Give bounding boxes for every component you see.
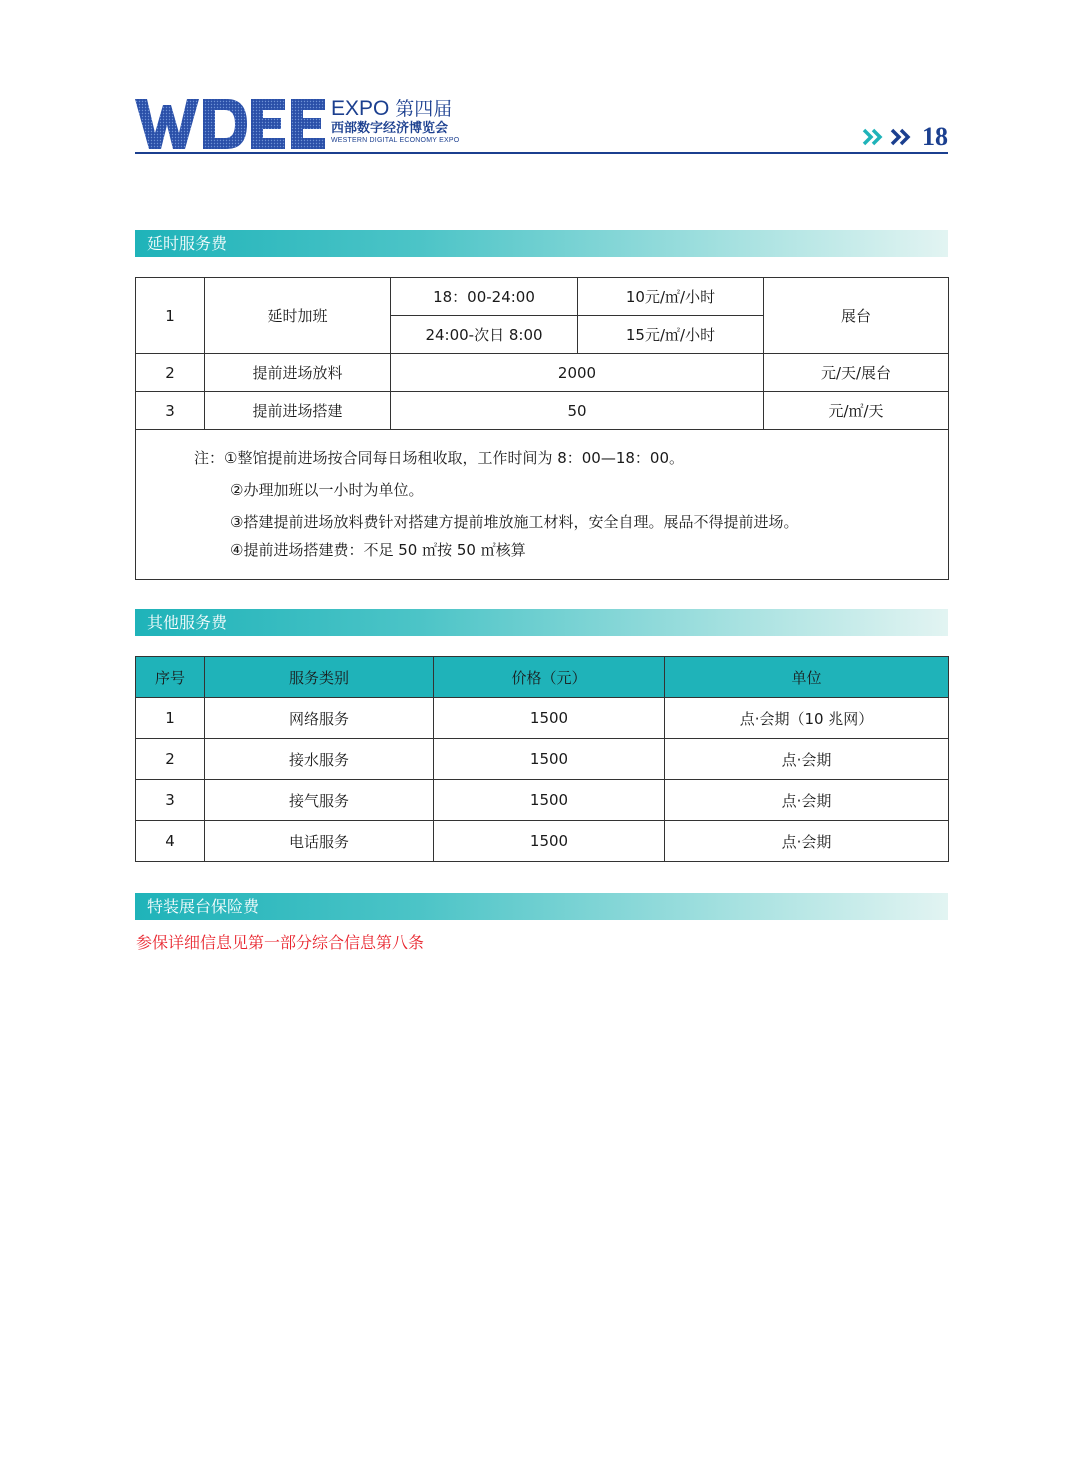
notes-cell — [136, 430, 949, 580]
price: 15元/㎡/小时 — [578, 316, 764, 354]
header-divider — [135, 152, 948, 154]
table-header-row — [136, 657, 949, 698]
column-header: 序号 — [136, 657, 205, 698]
service-item: 提前进场搭建 — [205, 392, 391, 430]
service-type: 接气服务 — [205, 780, 434, 821]
price: 1500 — [434, 739, 665, 780]
row-number: 3 — [136, 392, 205, 430]
section-title-overtime: 延时服务费 — [135, 230, 948, 257]
table-row — [136, 698, 949, 739]
page-indicator — [862, 123, 948, 151]
service-item: 延时加班 — [205, 278, 391, 354]
time-range: 24:00-次日 8:00 — [391, 316, 578, 354]
table-row — [136, 780, 949, 821]
price: 1500 — [434, 698, 665, 739]
unit: 元/㎡/天 — [764, 392, 949, 430]
unit: 点·会期 — [665, 821, 949, 862]
table-row — [136, 278, 949, 316]
notes-row — [136, 430, 949, 580]
column-header: 价格（元） — [434, 657, 665, 698]
table-row — [136, 354, 949, 392]
logo-expo-label: EXPO — [331, 97, 390, 120]
unit: 展台 — [764, 278, 949, 354]
note-line: 注：①整馆提前进场按合同每日场租收取，工作时间为 8：00—18：00。 — [194, 449, 685, 467]
section-title-insurance: 特装展台保险费 — [135, 893, 948, 920]
row-number: 1 — [136, 278, 205, 354]
column-header: 单位 — [665, 657, 949, 698]
table-row — [136, 392, 949, 430]
logo-expo — [331, 97, 459, 121]
row-number: 1 — [136, 698, 205, 739]
logo-text — [331, 97, 459, 145]
note-line: ②办理加班以一小时为单位。 — [230, 481, 424, 499]
unit: 点·会期（10 兆网） — [665, 698, 949, 739]
note-line: ④提前进场搭建费：不足 50 ㎡按 50 ㎡核算 — [230, 541, 526, 559]
service-item: 提前进场放料 — [205, 354, 391, 392]
table-row — [136, 739, 949, 780]
price: 1500 — [434, 780, 665, 821]
overtime-fee-table — [135, 277, 949, 580]
row-number: 2 — [136, 739, 205, 780]
logo-en-name: WESTERN DIGITAL ECONOMY EXPO — [331, 137, 460, 144]
service-type: 接水服务 — [205, 739, 434, 780]
wdee-logo-icon — [135, 97, 327, 151]
price: 10元/㎡/小时 — [578, 278, 764, 316]
row-number: 4 — [136, 821, 205, 862]
row-number: 3 — [136, 780, 205, 821]
insurance-note: 参保详细信息见第一部分综合信息第八条 — [136, 933, 425, 952]
unit: 元/天/展台 — [764, 354, 949, 392]
row-number: 2 — [136, 354, 205, 392]
double-chevron-icon — [862, 127, 916, 147]
logo-cn-name: 西部数字经济博览会 — [331, 121, 449, 136]
page-number: 18 — [922, 122, 948, 151]
column-header: 服务类别 — [205, 657, 434, 698]
unit: 点·会期 — [665, 739, 949, 780]
table-row — [136, 821, 949, 862]
unit: 点·会期 — [665, 780, 949, 821]
service-type: 电话服务 — [205, 821, 434, 862]
service-type: 网络服务 — [205, 698, 434, 739]
section-title-other: 其他服务费 — [135, 609, 948, 636]
other-fee-table — [135, 656, 949, 862]
time-range: 18：00-24:00 — [391, 278, 578, 316]
logo-edition: 第四届 — [395, 98, 453, 120]
note-line: ③搭建提前进场放料费针对搭建方提前堆放施工材料，安全自理。展品不得提前进场。 — [230, 513, 799, 531]
price: 2000 — [391, 354, 764, 392]
page-header — [135, 95, 948, 155]
price: 50 — [391, 392, 764, 430]
price: 1500 — [434, 821, 665, 862]
